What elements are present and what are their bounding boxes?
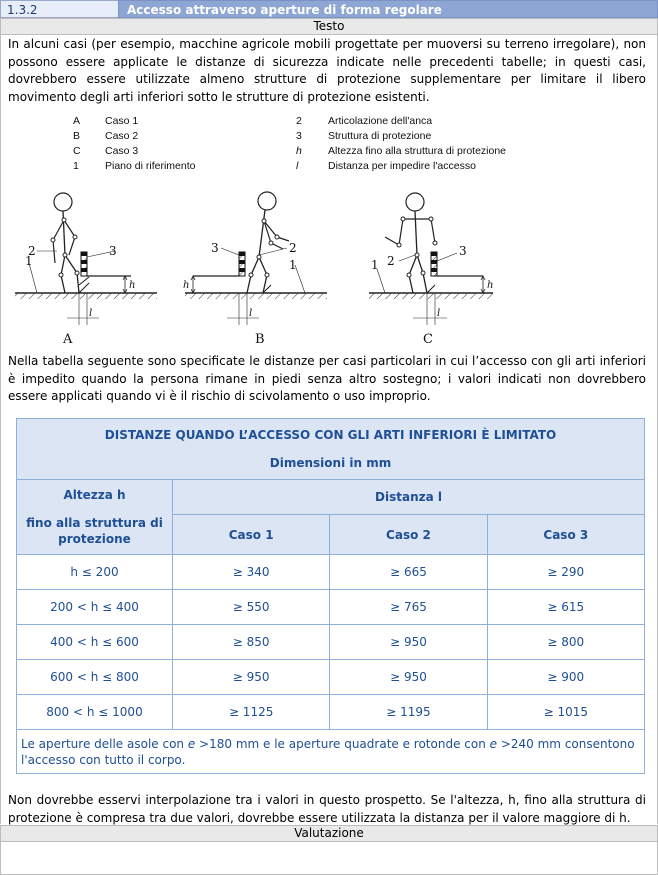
cell-value: ≥ 850 <box>173 625 330 660</box>
legend-item: 2 Articolazione dell'anca <box>296 115 433 127</box>
fig-c-label-h: h <box>487 280 494 291</box>
fig-a-caption: A <box>63 332 73 347</box>
cell-value: ≥ 290 <box>487 555 644 590</box>
cell-value: ≥ 950 <box>330 625 487 660</box>
table-title-cell <box>17 419 645 480</box>
legend-item: h Altezza fino alla struttura di protezione <box>296 145 507 157</box>
content-area <box>0 35 658 824</box>
col-height-header <box>17 480 173 555</box>
fig-b-label-h: h <box>183 280 190 291</box>
cell-value: ≥ 550 <box>173 590 330 625</box>
case-header: Caso 3 <box>487 515 644 555</box>
fig-c-label-l: l <box>437 308 441 319</box>
table-subtitle: Dimensioni in mm <box>269 456 392 470</box>
cell-value: ≥ 1195 <box>330 695 487 730</box>
cell-height: 800 < h ≤ 1000 <box>17 695 173 730</box>
cell-value: ≥ 615 <box>487 590 644 625</box>
table-title: DISTANZE QUANDO L’ACCESSO CON GLI ARTI INFERIORI È LIMITATO <box>104 428 557 442</box>
cell-height: h ≤ 200 <box>17 555 173 590</box>
cell-value: ≥ 950 <box>173 660 330 695</box>
fig-a-label-2: 2 <box>28 244 36 258</box>
table-note: Le aperture delle asole con e >180 mm e le aperture quadrate e rotonde con e >240 mm consentono l'accesso con tutto il corpo. <box>17 730 645 774</box>
fig-c-label-3: 3 <box>459 244 467 258</box>
fig-b-label-2: 2 <box>289 241 297 255</box>
case-header: Caso 1 <box>173 515 330 555</box>
fig-c-caption: C <box>423 332 433 347</box>
fig-c-label-1: 1 <box>371 258 379 272</box>
closing-paragraph: Non dovrebbe esservi interpolazione tra i valori in questo prospetto. Se l'altezza, h, fino alla struttura di protezione è compresa tra due valori, dovrebbe essere utilizzata la distanza per il valore maggiore di h. <box>8 793 646 825</box>
fig-c-label-2: 2 <box>387 254 395 268</box>
legend-item: l Distanza per impedire l'accesso <box>296 160 476 172</box>
legend-item: C Caso 3 <box>73 145 139 157</box>
table-row <box>17 555 645 590</box>
cell-height: 200 < h ≤ 400 <box>17 590 173 625</box>
legend-item: B Caso 2 <box>73 130 139 142</box>
legend-item: 1 Piano di riferimento <box>73 160 196 172</box>
section-number: 1.3.2 <box>0 0 118 18</box>
table-row <box>17 660 645 695</box>
figure-cases <box>7 185 497 350</box>
figure-a <box>15 193 157 325</box>
testo-label: Testo <box>0 18 658 35</box>
cell-value: ≥ 950 <box>330 660 487 695</box>
cell-value: ≥ 1125 <box>173 695 330 730</box>
fig-a-label-h: h <box>129 280 136 291</box>
fig-b-label-1: 1 <box>289 258 297 272</box>
intro-paragraph: In alcuni casi (per esempio, macchine agricole mobili progettate per muoversi su terreno irregolare), non possono essere applicate le distanze di sicurezza indicate nelle precedenti tabelle; in questi casi, dovrebbero essere utilizzate almeno strutture di protezione supplementare per limitare il libero movimento degli arti inferiori sotto le strutture di protezione esistenti. <box>8 37 646 104</box>
valutazione-area <box>0 841 658 875</box>
cell-height: 400 < h ≤ 600 <box>17 625 173 660</box>
fig-a-label-3: 3 <box>109 244 117 258</box>
cell-value: ≥ 800 <box>487 625 644 660</box>
distance-table <box>16 418 645 774</box>
fig-a-label-l: l <box>89 308 93 319</box>
cell-value: ≥ 340 <box>173 555 330 590</box>
case-header: Caso 2 <box>330 515 487 555</box>
cell-value: ≥ 765 <box>330 590 487 625</box>
cell-height: 600 < h ≤ 800 <box>17 660 173 695</box>
col-distance-header: Distanza l <box>173 480 645 515</box>
figure-b <box>185 192 327 325</box>
table-row <box>17 625 645 660</box>
table-row <box>17 590 645 625</box>
cell-value: ≥ 900 <box>487 660 644 695</box>
fig-a-label-1: 1 <box>25 254 33 268</box>
col-height-subtitle: fino alla struttura di protezione <box>26 516 163 546</box>
legend-item: A Caso 1 <box>73 115 139 127</box>
cell-value: ≥ 1015 <box>487 695 644 730</box>
legend-left <box>73 114 195 174</box>
table-row <box>17 695 645 730</box>
valutazione-label: Valutazione <box>0 825 658 842</box>
legend-item: 3 Struttura di protezione <box>296 130 432 142</box>
fig-b-label-l: l <box>249 308 253 319</box>
fig-b-label-3: 3 <box>211 241 219 255</box>
legend-right <box>296 114 506 174</box>
section-header <box>0 0 658 18</box>
col-height-title: Altezza h <box>63 488 126 502</box>
section-title: Accesso attraverso aperture di forma regolare <box>118 0 658 18</box>
fig-b-caption: B <box>255 332 265 347</box>
cell-value: ≥ 665 <box>330 555 487 590</box>
middle-paragraph: Nella tabella seguente sono specificate le distanze per casi particolari in cui l’accesso con gli arti inferiori è impedito quando la persona rimane in piedi senza altro sostegno; i valori indicati non dovrebbero essere applicati quando vi è il rischio di scivolamento o uso improprio. <box>8 354 646 403</box>
